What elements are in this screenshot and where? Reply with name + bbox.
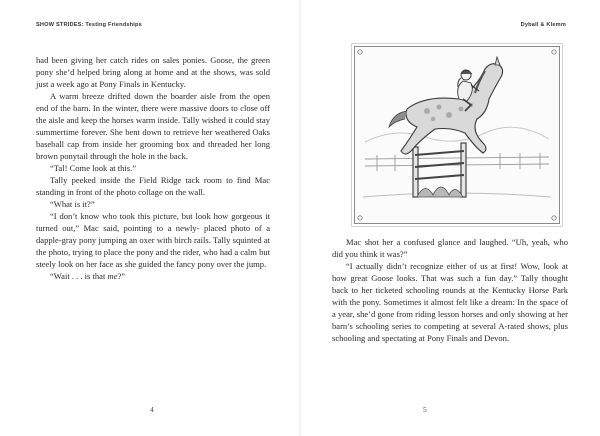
dapple-gray-pony	[389, 57, 503, 154]
paragraph: Tally peeked inside the Field Ridge tack room to find Mac standing in front of the photo collage on the wall.	[36, 175, 270, 197]
right-page	[300, 0, 600, 436]
flower-box	[417, 187, 463, 197]
page-number-right: 5	[423, 405, 427, 414]
right-page-body	[332, 236, 568, 344]
page-number-left: 4	[150, 405, 154, 414]
background-fence	[365, 153, 549, 171]
left-page-body	[36, 54, 270, 282]
quote-lead: “Wait . . . is that	[50, 271, 108, 281]
pin-icon	[552, 216, 556, 220]
paragraph: “I actually didn’t recognize either of us at first! Wow, look at how great Goose looks. That was such a fun day.” Tally thought back to her ticketed schooling rounds at the Kentucky Horse Park with the pony. Sometimes it almost felt like a dream: In the space of a year, she’d gone from riding lesson horses and only showing at her barn’s schooling series to competing at several A-rated shows, plus schooling and spectating at Pony Finals and Devon.	[332, 261, 568, 343]
paragraph: A warm breeze drifted down the boarder aisle from the open end of the barn. In the winter, there were massive doors to close off the aisle and keep the horses warm inside. Tally wished it could stay summertime forever. She bent down to retrieve her weathered Oaks baseball cap from inside her grooming box and threaded her long brown ponytail through the hole in the back.	[36, 91, 270, 161]
quote-tail: ?”	[117, 271, 126, 281]
pin-icon	[358, 50, 362, 54]
paragraph: Mac shot her a confused glance and laughed. “Uh, yeah, who did you think it was?”	[332, 237, 568, 259]
pinned-photo-illustration	[354, 46, 560, 224]
pin-icon	[358, 216, 362, 220]
paragraph: “I don’t know who took this picture, but look how gorgeous it turned out,” Mac said, pointing to a newly- placed photo of a dapple-gray pony jumping an oxer with birch rails. Tally squinted at the photo, trying to place the pony and the rider, who had a calm but steely look on her face as she guided the fancy pony over the jump.	[36, 211, 270, 269]
paragraph: “Tal! Come look at this.”	[50, 163, 137, 173]
pin-icon	[552, 50, 556, 54]
pony-jumping-illustration	[355, 47, 559, 223]
running-head-right: Dyball & Klemm	[520, 22, 566, 28]
emphasis-me: me	[107, 271, 118, 281]
paragraph: “What is it?”	[50, 199, 95, 209]
paragraph-last	[36, 270, 270, 282]
running-head-left: SHOW STRIDES: Testing Friendships	[36, 22, 142, 28]
paragraph: had been giving her catch rides on sales ponies. Goose, the green pony she’d helped bring along at home and at the shows, was sold just a week ago at Pony Finals in Kentucky.	[36, 55, 270, 89]
